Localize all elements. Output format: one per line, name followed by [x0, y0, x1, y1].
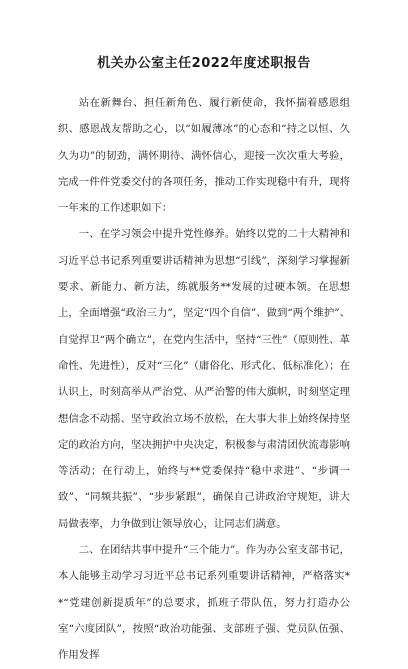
paragraph-section-two: 二、在团结共事中提升“三个能力”。作为办公室支部书记，本人能够主动学习习近平总书记系列重要讲话精神，严格落实**“党建创新提质年”的总要求，抓班子带队伍，努力打造办公室“六度团队”，按照“政治功能强、支部班子强、党员队伍强、作用发挥 [58, 544, 350, 662]
paragraph-intro: 站在新舞台、担任新角色、履行新使命，我怀揣着感恩组织、感恩战友帮助之心，以“如履薄冰”的心态和“持之以恒、久久为功”的韧劲，满怀期待、满怀信心，迎接一次次重大考验，完成一件件党委交付的各项任务，推动工作实现稳中有升，现将一年来的工作述职如下： [58, 97, 350, 215]
document-title: 机关办公室主任2022年度述职报告 [97, 56, 311, 71]
paragraph-section-one: 一、在学习领会中提升党性修养。始终以党的二十大精神和习近平总书记系列重要讲话精神为思想“引线”，深刻学习掌握新要求、新能力、新方法，练就服务**发展的过硬本领。在思想上，全面增强“政治三力”，坚定“四个自信”、做到“两个维护”、自觉捍卫“两个确立”，在党内生活中，坚持“三性”（原则性、革命性、先进性），反对“三化”（庸俗化、形式化、低标准化）；在认识上，时刻高举从严治党、从严治警的伟大旗帜，时刻坚定理想信念不动摇、坚守政治立场不放松，在大事大非上始终保持坚定的政治方向，坚决拥护中央决定，积极参与肃清团伙流毒影响等活动；在行动上，始终与**党委保持“稳中求进”、“步调一致”、“同频共振”、“步步紧跟”，确保自己讲政治守规矩，讲大局做表率，力争做到让领导放心，让同志们满意。 [58, 228, 350, 530]
